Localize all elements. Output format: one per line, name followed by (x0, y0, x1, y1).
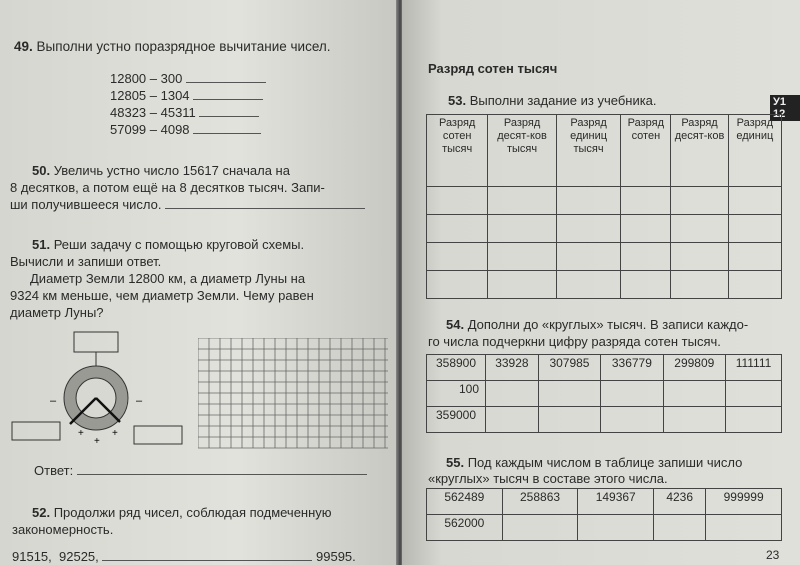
table-row (427, 187, 782, 215)
header-units: Разряд единиц (728, 115, 781, 187)
task-49 (14, 38, 331, 55)
answer-line: Ответ: (34, 462, 367, 479)
subtraction-1: 12800 – 300 (110, 70, 266, 87)
table-row: 359000 (427, 407, 782, 433)
page-number: 23 (766, 548, 780, 562)
scheme-minus-right: – (136, 395, 143, 407)
table-row (427, 215, 782, 243)
right-page (402, 0, 800, 565)
task-49-text: Выполни устно поразрядное вычитание чисел. (36, 39, 331, 54)
scheme-top-box (74, 332, 118, 352)
table-row: 562000 (427, 515, 782, 541)
scheme-plus-bottom: + (94, 436, 100, 446)
task-50-line2: 8 десятков, а потом ещё на 8 десятков тысяч. Запи- (10, 180, 325, 195)
table-row (427, 243, 782, 271)
task-51-line4: 9324 км меньше, чем диаметр Земли. Чему равен (10, 288, 314, 303)
scheme-minus-left: – (50, 395, 57, 407)
task-49-number: 49. (14, 39, 33, 54)
table-row: 562489 258863 149367 4236 999999 (427, 489, 782, 515)
task-53: 53. Выполни задание из учебника. (448, 93, 657, 108)
textbook-ref-badge: У1 12 (770, 95, 800, 121)
section-title: Разряд сотен тысяч (428, 61, 558, 76)
task-50-line1: 50. Увеличь устно число 15617 сначала на (32, 163, 290, 178)
header-thousands: Разряд единиц тысяч (556, 115, 621, 187)
circular-scheme (8, 328, 198, 446)
header-hundred-thousands: Разряд сотен тысяч (427, 115, 488, 187)
round-thousands-table (426, 354, 782, 433)
task-54-line2: го числа подчеркни цифру разряда сотен тысяч. (428, 334, 721, 349)
task-51-line3: Диаметр Земли 12800 км, а диаметр Луны на (30, 271, 306, 286)
task-52-line1: 52. Продолжи ряд чисел, соблюдая подмеченную (32, 505, 332, 520)
table-row: 100 (427, 381, 782, 407)
scheme-plus-left: + (78, 428, 84, 439)
number-series: 91515, 92525, 99595. (12, 549, 356, 564)
table-row: 358900 33928 307985 336779 299809 111111 (427, 355, 782, 381)
scheme-right-box (134, 426, 182, 444)
place-value-table (426, 114, 782, 299)
left-page (0, 0, 398, 565)
subtraction-3: 48323 – 45311 (110, 104, 259, 121)
answer-grid (198, 338, 390, 450)
task-51-line5: диаметр Луны? (10, 305, 104, 320)
scheme-plus-right: + (112, 428, 118, 439)
task-51-line1: 51. Реши задачу с помощью круговой схемы. (32, 237, 305, 252)
round-thousands-count-table (426, 488, 782, 541)
subtraction-2: 12805 – 1304 (110, 87, 263, 104)
scheme-left-box (12, 422, 60, 440)
task-52-line2: закономерность. (12, 522, 114, 537)
task-54-line1: 54. Дополни до «круглых» тысяч. В записи каждо- (446, 317, 749, 332)
task-51-line2: Вычисли и запиши ответ. (10, 254, 162, 269)
task-55-line1: 55. Под каждым числом в таблице запиши число (446, 455, 743, 470)
subtraction-4: 57099 – 4098 (110, 121, 261, 138)
task-55-line2: «круглых» тысяч в составе этого числа. (428, 471, 668, 486)
table-row (427, 271, 782, 299)
header-hundreds: Разряд сотен (621, 115, 671, 187)
header-tens: Разряд десят-ков (671, 115, 728, 187)
task-50-line3: ши получившееся число. (10, 196, 365, 213)
header-ten-thousands: Разряд десят-ков тысяч (488, 115, 556, 187)
